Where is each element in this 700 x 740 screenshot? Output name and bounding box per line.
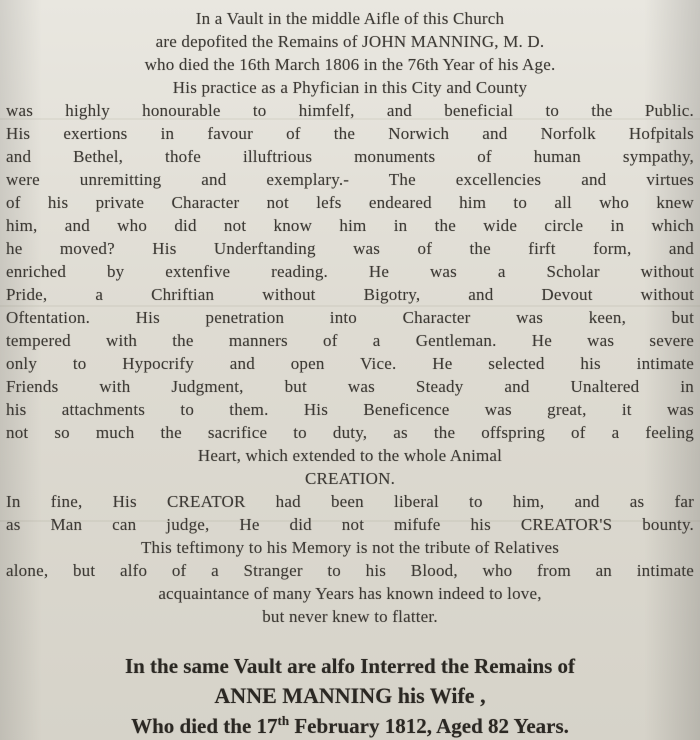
inscription-line: This teftimony to his Memory is not the tribute of Relatives (140, 538, 560, 557)
footer-line-3-start: Who died the 17 (131, 714, 278, 738)
inscription-line: are depofited the Remains of JOHN MANNING, M. D. (155, 32, 545, 51)
ordinal-suffix: th (277, 713, 290, 728)
inscription-line: In a Vault in the middle Aifle of this Church (195, 9, 505, 28)
inscription-line: alone, but alfo of a Stranger to his Blood, who from an intimate (6, 561, 694, 580)
inscription-line: In fine, His CREATOR had been liberal to him, and as far (6, 492, 694, 511)
inscription-line: only to Hypocrify and open Vice. He selected his intimate (6, 354, 694, 373)
inscription-line: were unremitting and exemplary.- The excellencies and virtues (6, 170, 694, 189)
inscription-line: of his private Character not lefs endeared him to all who knew (6, 193, 694, 212)
footer-line-3 (6, 711, 694, 740)
inscription-line: Heart, which extended to the whole Animal (197, 446, 503, 465)
inscription-line: His exertions in favour of the Norwich and Norfolk Hofpitals (6, 124, 694, 143)
inscription-line: Pride, a Chriftian without Bigotry, and Devout without (6, 285, 694, 304)
inscription-line: and Bethel, thofe illuftrious monuments of human sympathy, (6, 147, 694, 166)
inscription-line: was highly honourable to himfelf, and beneficial to the Public. (6, 101, 694, 120)
footer-line-2: ANNE MANNING his Wife , (214, 683, 486, 708)
inscription-line: Oftentation. His penetration into Character was keen, but (6, 308, 694, 327)
inscription-line: CREATION. (304, 469, 396, 488)
inscription-line: acquaintance of many Years has known indeed to love, (158, 584, 542, 603)
inscription-line: not so much the sacrifice to duty, as the offspring of a feeling (6, 423, 694, 442)
inscription-line: his attachments to them. His Beneficence was great, it was (6, 400, 694, 419)
footer-line-1: In the same Vault are alfo Interred the Remains of (124, 654, 576, 678)
inscription-line: His practice as a Phyfician in this City and County (172, 78, 528, 97)
inscription-line: he moved? His Underftanding was of the firft form, and (6, 239, 694, 258)
inscription-line: enriched by extenfive reading. He was a Scholar without (6, 262, 694, 281)
inscription-line: tempered with the manners of a Gentleman. He was severe (6, 331, 694, 350)
inscription-line: Friends with Judgment, but was Steady and Unaltered in (6, 377, 694, 396)
inscription-line: but never knew to flatter. (262, 607, 438, 626)
footer-line-3-end: February 1812, Aged 82 Years. (289, 714, 569, 738)
inscription-line: him, and who did not know him in the wide circle in which (6, 216, 694, 235)
inscription-line: as Man can judge, He did not mifufe his CREATOR'S bounty. (6, 515, 694, 534)
inscription-line: who died the 16th March 1806 in the 76th Year of his Age. (144, 55, 556, 74)
